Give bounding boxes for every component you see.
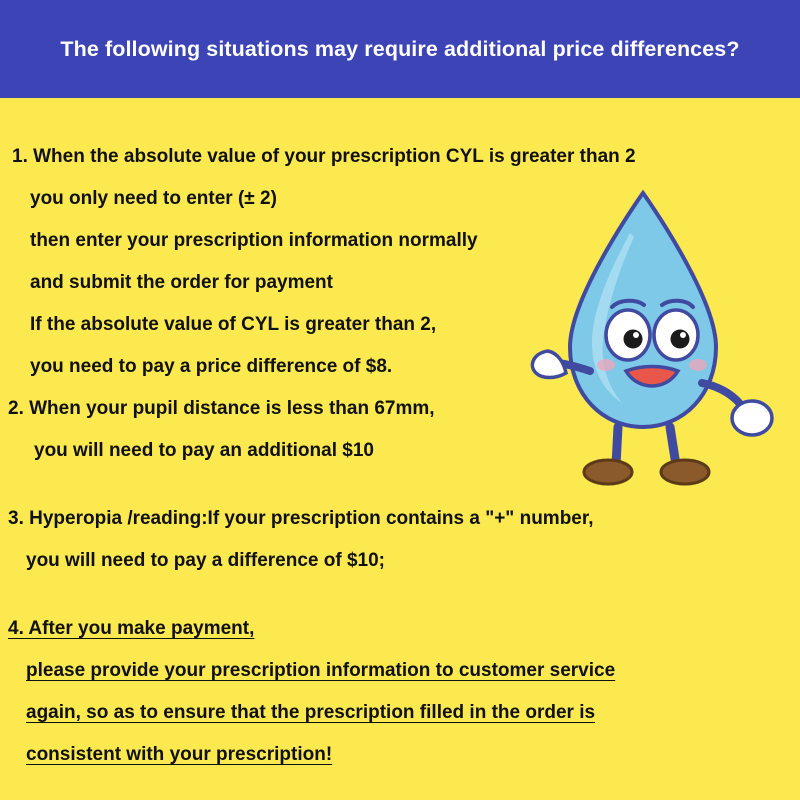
page-title: The following situations may require additional price differences? [60,36,740,61]
item-line: then enter your prescription information normally [30,230,478,251]
item-line-underlined: again, so as to ensure that the prescription filled in the order is [26,702,596,723]
list-item [8,498,594,582]
header-banner [0,0,800,98]
item-line: 3. Hyperopia /reading:If your prescription contains a "+" number, [8,508,594,529]
item-line: you only need to enter (± 2) [30,188,277,209]
list-item [8,608,615,776]
item-line: you need to pay a price difference of $8. [30,356,393,377]
item-line [8,608,615,650]
item-line: 1. When the absolute value of your prescription CYL is greater than 2 [12,146,636,167]
list-item [8,388,435,472]
item-line-underlined: 4. After you make payment, [8,618,255,639]
water-drop-mascot-icon [530,175,780,505]
item-line: 2. When your pupil distance is less than 67mm, [8,398,435,419]
item-line: you will need to pay an additional $10 [34,440,374,461]
item-line: you will need to pay a difference of $10; [26,550,385,571]
item-line-underlined: consistent with your prescription! [26,744,333,765]
item-line: and submit the order for payment [30,272,333,293]
item-line-underlined: please provide your prescription information to customer service [26,660,616,681]
item-line: If the absolute value of CYL is greater than 2, [30,314,437,335]
